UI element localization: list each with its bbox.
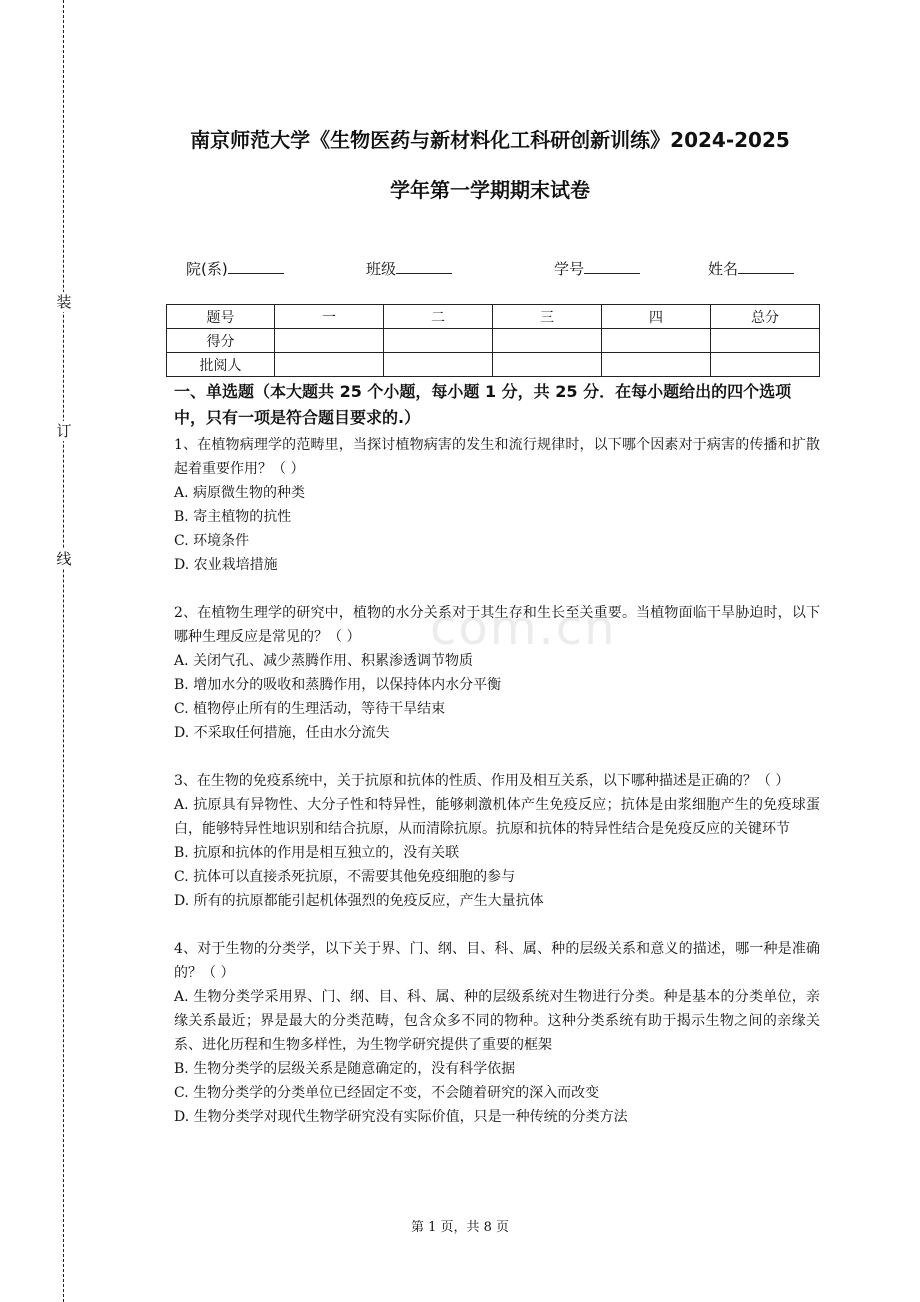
option-c[interactable]: C. 生物分类学的分类单位已经固定不变，不会随着研究的深入而改变 <box>174 1085 600 1101</box>
binding-dashed-line <box>63 0 64 1302</box>
score-cell[interactable] <box>602 329 711 353</box>
student-id-label: 学号 <box>554 260 585 278</box>
name-label: 姓名 <box>708 260 739 278</box>
page-footer: 第 1 页，共 8 页 <box>410 1220 510 1235</box>
question-stem: 3、在生物的免疫系统中，关于抗原和抗体的性质、作用及相互关系，以下哪种描述是正确的？（ ） <box>174 773 790 789</box>
option-d[interactable]: D. 不采取任何措施，任由水分流失 <box>174 725 390 741</box>
exam-title-line2: 学年第一学期期末试卷 <box>390 178 590 202</box>
section-heading: 一、单选题（本大题共 25 个小题，每小题 1 分，共 25 分．在每小题给出的四个选项中，只有一项是符合题目要求的.） <box>174 382 792 427</box>
reviewer-cell[interactable] <box>602 353 711 377</box>
reviewer-cell[interactable] <box>275 353 384 377</box>
option-a[interactable]: A. 抗原具有异物性、大分子性和特异性，能够刺激机体产生免疫反应；抗体是由浆细胞产生的免疫球蛋白，能够特异性地识别和结合抗原，从而清除抗原。抗原和抗体的特异性结合是免疫反应的关键环节 <box>174 797 820 837</box>
option-a[interactable]: A. 关闭气孔、减少蒸腾作用、积累渗透调节物质 <box>174 653 474 669</box>
name-field[interactable] <box>708 258 794 279</box>
binding-label-xian: 线 <box>54 549 74 569</box>
dept-blank[interactable] <box>228 258 284 274</box>
score-row-label: 得分 <box>167 329 275 353</box>
dept-field[interactable] <box>186 258 284 279</box>
score-cell[interactable] <box>711 329 820 353</box>
exam-title-line1: 南京师范大学《生物医药与新材料化工科研创新训练》2024-2025 <box>190 128 790 152</box>
option-b[interactable]: B. 生物分类学的层级关系是随意确定的，没有科学依据 <box>174 1061 516 1077</box>
option-c[interactable]: C. 抗体可以直接杀死抗原，不需要其他免疫细胞的参与 <box>174 869 516 885</box>
dept-label: 院(系) <box>186 260 228 278</box>
student-info-row <box>186 258 826 280</box>
class-label: 班级 <box>366 260 397 278</box>
watermark: com.cn <box>430 600 617 656</box>
student-id-field[interactable] <box>554 258 640 279</box>
score-header-cell: 题号 <box>167 305 275 329</box>
option-a[interactable]: A. 生物分类学采用界、门、纲、目、科、属、种的层级系统对生物进行分类。种是基本的分类单位，亲缘关系最近；界是最大的分类范畴，包含众多不同的物种。这种分类系统有助于揭示生物之间的亲缘关系、进化历程和生物多样性，为生物学研究提供了重要的框架 <box>174 989 820 1053</box>
score-header-cell: 一 <box>275 305 384 329</box>
option-c[interactable]: C. 植物停止所有的生理活动，等待干旱结束 <box>174 701 446 717</box>
question-stem: 2、在植物生理学的研究中，植物的水分关系对于其生存和生长至关重要。当植物面临干旱胁迫时，以下哪种生理反应是常见的？（ ） <box>174 605 820 645</box>
score-header-cell: 二 <box>384 305 493 329</box>
option-b[interactable]: B. 增加水分的吸收和蒸腾作用，以保持体内水分平衡 <box>174 677 502 693</box>
score-header-cell: 三 <box>493 305 602 329</box>
question-4 <box>174 937 820 1129</box>
option-c[interactable]: C. 环境条件 <box>174 533 250 549</box>
reviewer-cell[interactable] <box>384 353 493 377</box>
question-stem: 1、在植物病理学的范畴里，当探讨植物病害的发生和流行规律时，以下哪个因素对于病害的传播和扩散起着重要作用？（ ） <box>174 437 820 477</box>
reviewer-cell[interactable] <box>711 353 820 377</box>
exam-content <box>174 379 820 1153</box>
option-a[interactable]: A. 病原微生物的种类 <box>174 485 306 501</box>
class-blank[interactable] <box>396 258 452 274</box>
option-d[interactable]: D. 农业栽培措施 <box>174 557 278 573</box>
score-header-cell: 总分 <box>711 305 820 329</box>
option-b[interactable]: B. 寄主植物的抗性 <box>174 509 292 525</box>
score-cell[interactable] <box>275 329 384 353</box>
score-table-header-row <box>167 305 820 329</box>
score-table-row <box>167 353 820 377</box>
score-header-cell: 四 <box>602 305 711 329</box>
question-2 <box>174 601 820 745</box>
score-cell[interactable] <box>493 329 602 353</box>
score-row-label: 批阅人 <box>167 353 275 377</box>
question-stem: 4、对于生物的分类学，以下关于界、门、纲、目、科、属、种的层级关系和意义的描述，哪一种是准确的？（ ） <box>174 941 820 981</box>
option-b[interactable]: B. 抗原和抗体的作用是相互独立的，没有关联 <box>174 845 460 861</box>
score-table <box>166 304 820 377</box>
binding-label-zhuang: 装 <box>54 292 74 312</box>
question-3 <box>174 769 820 913</box>
option-d[interactable]: D. 所有的抗原都能引起机体强烈的免疫反应，产生大量抗体 <box>174 893 544 909</box>
question-1 <box>174 433 820 577</box>
score-table-row <box>167 329 820 353</box>
class-field[interactable] <box>366 258 452 279</box>
student-id-blank[interactable] <box>584 258 640 274</box>
score-cell[interactable] <box>384 329 493 353</box>
binding-label-ding: 订 <box>54 421 74 441</box>
name-blank[interactable] <box>738 258 794 274</box>
reviewer-cell[interactable] <box>493 353 602 377</box>
option-d[interactable]: D. 生物分类学对现代生物学研究没有实际价值，只是一种传统的分类方法 <box>174 1109 628 1125</box>
